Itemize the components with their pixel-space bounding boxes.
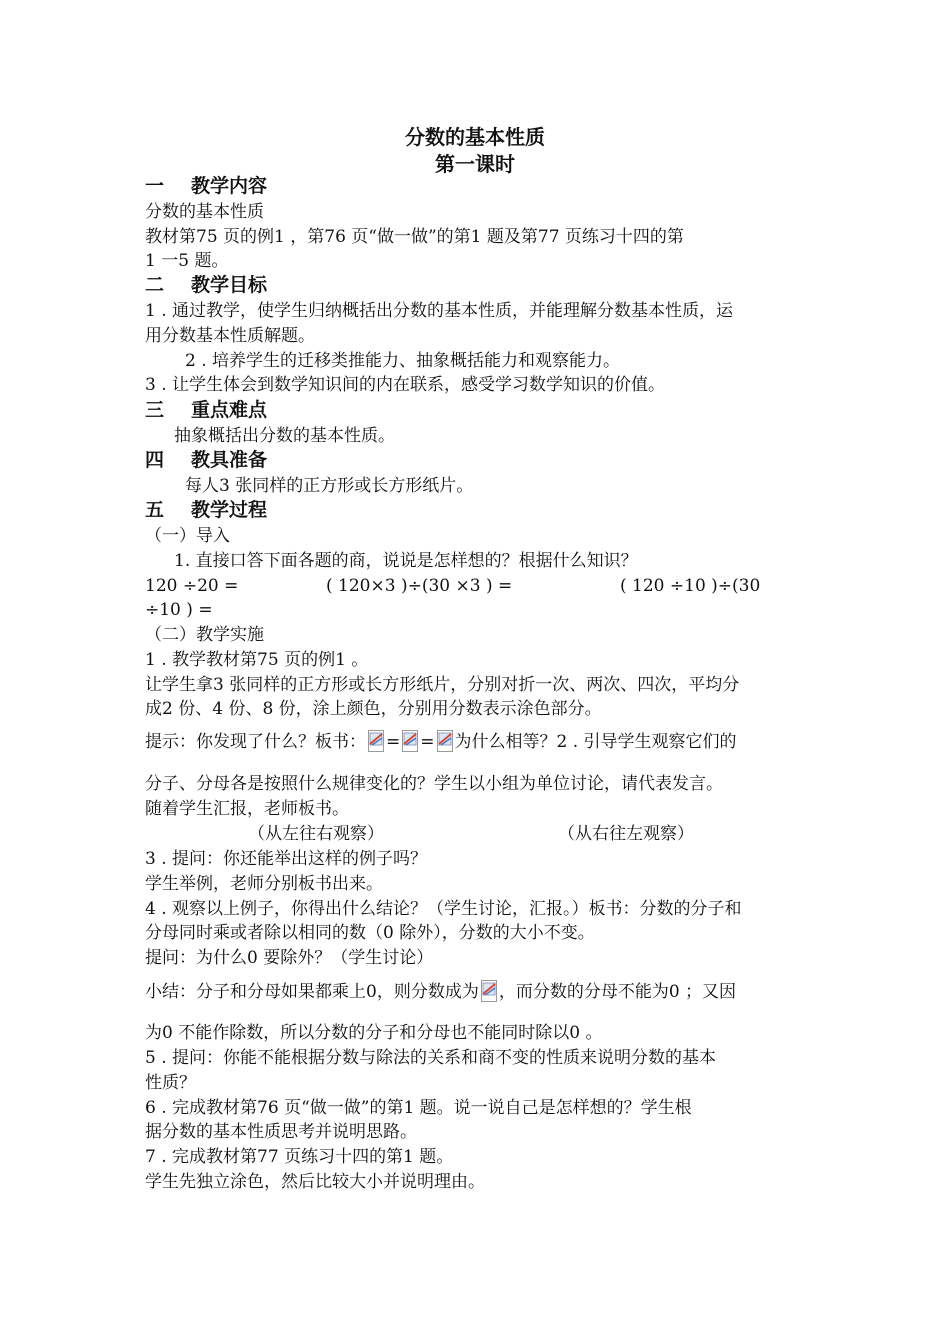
calc-expression: ÷10 ) = — [145, 600, 213, 620]
section-number: 二 — [145, 274, 165, 296]
paragraph-line: 为0 不能作除数，所以分数的分子和分母也不能同时除以0 。 — [145, 1023, 603, 1043]
section-title: 教学目标 — [191, 274, 268, 296]
section-heading-1 — [145, 174, 267, 198]
summary-text: ，而分数的分母不能为0 ；又因 — [498, 982, 737, 1002]
paragraph-line: 1 . 通过教学，使学生归纳概括出分数的基本性质，并能理解分数基本性质，运 — [145, 301, 734, 321]
paragraph-line: 每人3 张同样的正方形或长方形纸片。 — [185, 476, 474, 496]
hint-text: 提示：你发现了什么？板书： — [145, 732, 366, 752]
section-heading-5 — [145, 498, 267, 522]
paragraph-line: 1 一5 题。 — [145, 251, 229, 271]
paragraph-line: 2 . 培养学生的迁移类推能力、抽象概括能力和观察能力。 — [185, 351, 621, 371]
paragraph-line: 成2 份、4 份、8 份，涂上颜色，分别用分数表示涂色部分。 — [145, 699, 602, 719]
paragraph-line: 1 . 教学教材第75 页的例1 。 — [145, 650, 369, 670]
section-title: 教具准备 — [191, 449, 268, 471]
section-title: 教学内容 — [191, 175, 268, 197]
paragraph-line: 性质？ — [145, 1073, 196, 1093]
hint-line — [145, 730, 737, 754]
broken-image-icon — [368, 730, 384, 752]
paragraph-line: 据分数的基本性质思考并说明思路。 — [145, 1122, 417, 1142]
hint-text: 为什么相等？2 . 引导学生观察它们的 — [454, 732, 737, 752]
paragraph-line: 抽象概括出分数的基本性质。 — [174, 426, 395, 446]
paragraph-line: 用分数基本性质解题。 — [145, 326, 315, 346]
subsection-heading: （二）教学实施 — [145, 625, 264, 645]
paragraph-line: 1. 直接口答下面各题的商，说说是怎样想的？根据什么知识？ — [174, 551, 638, 571]
document-title: 分数的基本性质 — [405, 125, 545, 149]
paragraph-line: 学生先独立涂色，然后比较大小并说明理由。 — [145, 1172, 485, 1192]
paragraph-line: 分母同时乘或者除以相同的数（0 除外），分数的大小不变。 — [145, 923, 595, 943]
equals-sign: = — [420, 732, 435, 752]
calc-expression: ( 120×3 )÷(30 ×3 ) = — [326, 576, 513, 596]
broken-image-icon — [402, 730, 418, 752]
calc-expression: 120 ÷20 = — [145, 576, 239, 596]
observe-left-label: （从左往右观察） — [248, 824, 384, 844]
section-number: 五 — [145, 499, 165, 521]
broken-image-icon — [481, 980, 497, 1002]
paragraph-line: 6 . 完成教材第76 页“做一做”的第1 题。说一说自己是怎样想的？学生根 — [145, 1098, 692, 1118]
section-number: 一 — [145, 175, 165, 197]
paragraph-line: 4 . 观察以上例子，你得出什么结论？（学生讨论，汇报。）板书：分数的分子和 — [145, 899, 742, 919]
paragraph-line: 5 . 提问：你能不能根据分数与除法的关系和商不变的性质来说明分数的基本 — [145, 1048, 717, 1068]
paragraph-line: 学生举例，老师分别板书出来。 — [145, 874, 383, 894]
broken-image-icon — [437, 730, 453, 752]
paragraph-line: 3 . 提问：你还能举出这样的例子吗？ — [145, 849, 428, 869]
section-heading-4 — [145, 448, 267, 472]
summary-text: 小结：分子和分母如果都乘上0，则分数成为 — [145, 982, 479, 1002]
paragraph-line: 7 . 完成教材第77 页练习十四的第1 题。 — [145, 1147, 454, 1167]
summary-line — [145, 980, 736, 1004]
section-heading-3 — [145, 398, 267, 422]
paragraph-line: 教材第75 页的例1 ，第76 页“做一做”的第1 题及第77 页练习十四的第 — [145, 227, 684, 247]
paragraph-line: 提问：为什么0 要除外？（学生讨论） — [145, 948, 434, 968]
observe-right-label: （从右往左观察） — [558, 824, 694, 844]
section-title: 重点难点 — [191, 399, 268, 421]
subsection-heading: （一）导入 — [145, 526, 230, 546]
section-number: 四 — [145, 449, 165, 471]
section-title: 教学过程 — [191, 499, 268, 521]
paragraph-line: 让学生拿3 张同样的正方形或长方形纸片，分别对折一次、两次、四次，平均分 — [145, 675, 740, 695]
paragraph-line: 分数的基本性质 — [145, 202, 264, 222]
paragraph-line: 3 . 让学生体会到数学知识间的内在联系，感受学习数学知识的价值。 — [145, 375, 666, 395]
equals-sign: = — [386, 732, 401, 752]
paragraph-line: 随着学生汇报，老师板书。 — [145, 799, 349, 819]
section-number: 三 — [145, 399, 165, 421]
section-heading-2 — [145, 273, 267, 297]
paragraph-line: 分子、分母各是按照什么规律变化的？学生以小组为单位讨论，请代表发言。 — [145, 774, 723, 794]
calc-expression: ( 120 ÷10 )÷(30 — [620, 576, 761, 596]
document-subtitle: 第一课时 — [435, 152, 515, 176]
